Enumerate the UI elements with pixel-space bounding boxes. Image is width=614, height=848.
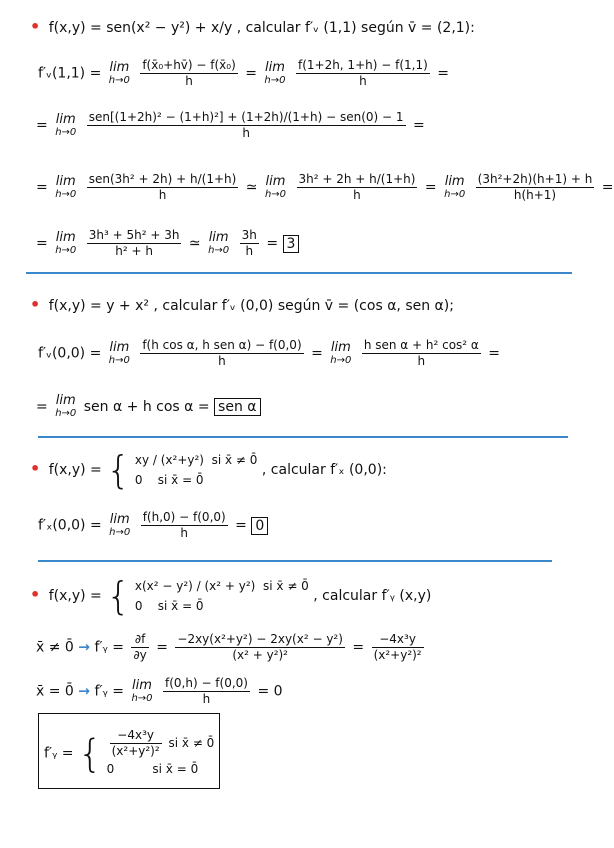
- fraction: $\frac{f(h,0) - f(0,0)}{h}$: [142, 510, 226, 540]
- limit: lim h→0: [330, 339, 352, 366]
- fraction: $\frac{f(1+2h, 1+h) - f(1,1)}{h}$: [297, 58, 428, 88]
- problem-1-step-3: = lim h→0 $\frac{\text{sen(3h² + 2h) + h/(1+h)}}{h}$ ≃ lim h→0 $\frac{\text{3h² + 2h + h/(1+h)}}{h}$ = lim h→0 $\frac{\text{(3h²+2h)(h+1) + h}}{h(h+1)}$ =: [36, 172, 614, 202]
- brace-icon: {: [77, 731, 103, 776]
- limit: lim h→0: [108, 339, 130, 366]
- task-text: , calcular f′ₓ (0,0):: [261, 462, 387, 478]
- problem-4-step-1: x̄ ≠ 0̄ → f′ᵧ = $\frac{\partial f}{\partial y}$ = $\frac{\text{−2xy(x²+y²) − 2xy(x² − y²)}}{\text{(x² + y²)²}}$ = $\frac{\text{−4x³y}}{\text{(x²+y²)²}}$: [36, 632, 422, 662]
- limit: lim h→0: [55, 393, 77, 419]
- task-text: , calcular f′ᵧ (x,y): [313, 588, 432, 604]
- fraction: $\frac{3h}{h}$: [241, 228, 257, 258]
- derivative-lhs: f′ᵥ(0,0) =: [38, 345, 102, 362]
- result-box: 3: [283, 235, 300, 253]
- bullet-icon: •: [30, 17, 41, 36]
- limit: lim h→0: [55, 229, 77, 256]
- fraction: $\frac{\partial f}{\partial y}$: [133, 632, 147, 662]
- problem-1-statement: [30, 18, 475, 37]
- problem-1-step-2: = lim h→0 $\frac{\text{sen[(1+2h)² − (1+h)²] + (1+2h)/(1+h) − sen(0) − 1}}{h}$ =: [36, 110, 425, 140]
- arrow-right-icon: →: [78, 639, 91, 656]
- problem-2-statement: [30, 296, 454, 315]
- bullet-icon: •: [30, 585, 41, 604]
- fraction: $\frac{\text{sen(3h² + 2h) + h/(1+h)}}{h}$: [88, 172, 237, 202]
- problem-3-statement: • f(x,y) = { xy / (x²+y²) si x̄ ≠ 0̄ 0 si x̄ = 0̄ , calcular f′ₓ (0,0):: [30, 448, 387, 492]
- section-divider: [38, 560, 552, 562]
- result-box: sen α: [214, 398, 260, 416]
- derivative-lhs: f′ᵥ(1,1) =: [38, 65, 102, 82]
- brace-icon: {: [106, 574, 131, 618]
- problem-4-step-2: x̄ = 0̄ → f′ᵧ = lim h→0 $\frac{f(0,h) - f(0,0)}{h}$ = 0: [36, 676, 283, 706]
- fraction: $\frac{\text{3h³ + 5h² + 3h}}{\text{h² + h}}$: [88, 228, 180, 258]
- result-box: 0: [251, 517, 268, 535]
- fraction: $\frac{\text{f(x̄₀+hv̄) − f(x̄₀)}}{h}$: [142, 58, 236, 88]
- limit: lim h→0: [444, 173, 466, 200]
- function-definition: f(x,y) = sen(x² − y²) + x/y: [48, 20, 233, 36]
- derivative-lhs: f′ₓ(0,0) =: [38, 517, 102, 534]
- limit: lim h→0: [108, 59, 130, 86]
- limit: lim h→0: [264, 59, 286, 86]
- problem-1-step-1: f′ᵥ(1,1) = lim h→0 $\frac{\text{f(x̄₀+hv̄) − f(x̄₀)}}{h}$ = lim h→0 $\frac{f(1+2h, 1+h) - f(1,1)}{h}$ =: [38, 58, 449, 88]
- limit: lim h→0: [55, 173, 77, 200]
- task-text: , calcular f′ᵥ (0,0) según v̄ = (cos α, sen α);: [153, 298, 454, 314]
- limit: lim h→0: [208, 229, 230, 256]
- bullet-icon: •: [30, 295, 41, 314]
- problem-4-statement: • f(x,y) = { x(x² − y²) / (x² + y²) si x̄ ≠ 0̄ 0 si x̄ = 0̄ , calcular f′ᵧ (x,y): [30, 574, 432, 618]
- fraction: $\frac{\text{f(h cos α, h sen α) − f(0,0)}}{h}$: [142, 338, 302, 368]
- fraction: $\frac{\text{h sen α + h² cos² α}}{h}$: [363, 338, 479, 368]
- task-text: , calcular f′ᵥ (1,1) según v̄ = (2,1):: [236, 20, 475, 36]
- section-divider: [38, 436, 568, 438]
- limit: lim h→0: [109, 511, 131, 538]
- limit: lim h→0: [131, 677, 153, 704]
- brace-icon: {: [106, 448, 131, 492]
- piecewise-cases: x(x² − y²) / (x² + y²) si x̄ ≠ 0̄ 0 si x̄ = 0̄: [134, 579, 309, 613]
- fraction: $\frac{f(0,h) - f(0,0)}{h}$: [164, 676, 248, 706]
- fraction: $\frac{\text{−2xy(x²+y²) − 2xy(x² − y²)}}{\text{(x² + y²)²}}$: [177, 632, 343, 662]
- arrow-right-icon: →: [78, 683, 91, 700]
- problem-2-step-1: f′ᵥ(0,0) = lim h→0 $\frac{\text{f(h cos α, h sen α) − f(0,0)}}{h}$ = lim h→0 $\frac{\text{h sen α + h² cos² α}}{h}$ =: [38, 338, 501, 368]
- problem-1-step-4: = lim h→0 $\frac{\text{3h³ + 5h² + 3h}}{\text{h² + h}}$ ≃ lim h→0 $\frac{3h}{h}$ = 3: [36, 228, 299, 259]
- piecewise-cases: $\frac{\text{−4x³y}}{\text{(x²+y²)²}}$ si x̄ ≠ 0̄ 0 si x̄ = 0̄: [106, 728, 215, 776]
- problem-3-step-1: f′ₓ(0,0) = lim h→0 $\frac{f(h,0) - f(0,0)}{h}$ = 0: [38, 510, 268, 541]
- piecewise-cases: xy / (x²+y²) si x̄ ≠ 0̄ 0 si x̄ = 0̄: [134, 453, 258, 487]
- fraction: $\frac{\text{(3h²+2h)(h+1) + h}}{h(h+1)}$: [477, 172, 593, 202]
- limit: lim h→0: [55, 111, 77, 138]
- fraction: $\frac{\text{3h² + 2h + h/(1+h)}}{h}$: [298, 172, 416, 202]
- final-answer: f′ᵧ = { $\frac{\text{−4x³y}}{\text{(x²+y²)²}}$ si x̄ ≠ 0̄ 0 si x̄ = 0̄: [44, 728, 214, 779]
- limit: lim h→0: [264, 173, 287, 200]
- section-divider: [26, 272, 572, 274]
- fraction: $\frac{\text{sen[(1+2h)² − (1+h)²] + (1+2h)/(1+h) − sen(0) − 1}}{h}$: [88, 110, 404, 140]
- fraction: $\frac{\text{−4x³y}}{\text{(x²+y²)²}}$: [373, 632, 422, 662]
- problem-2-step-2: = lim h→0 sen α + h cos α = sen α: [36, 394, 261, 420]
- bullet-icon: •: [30, 459, 41, 478]
- function-definition: f(x,y) = y + x²: [48, 298, 150, 314]
